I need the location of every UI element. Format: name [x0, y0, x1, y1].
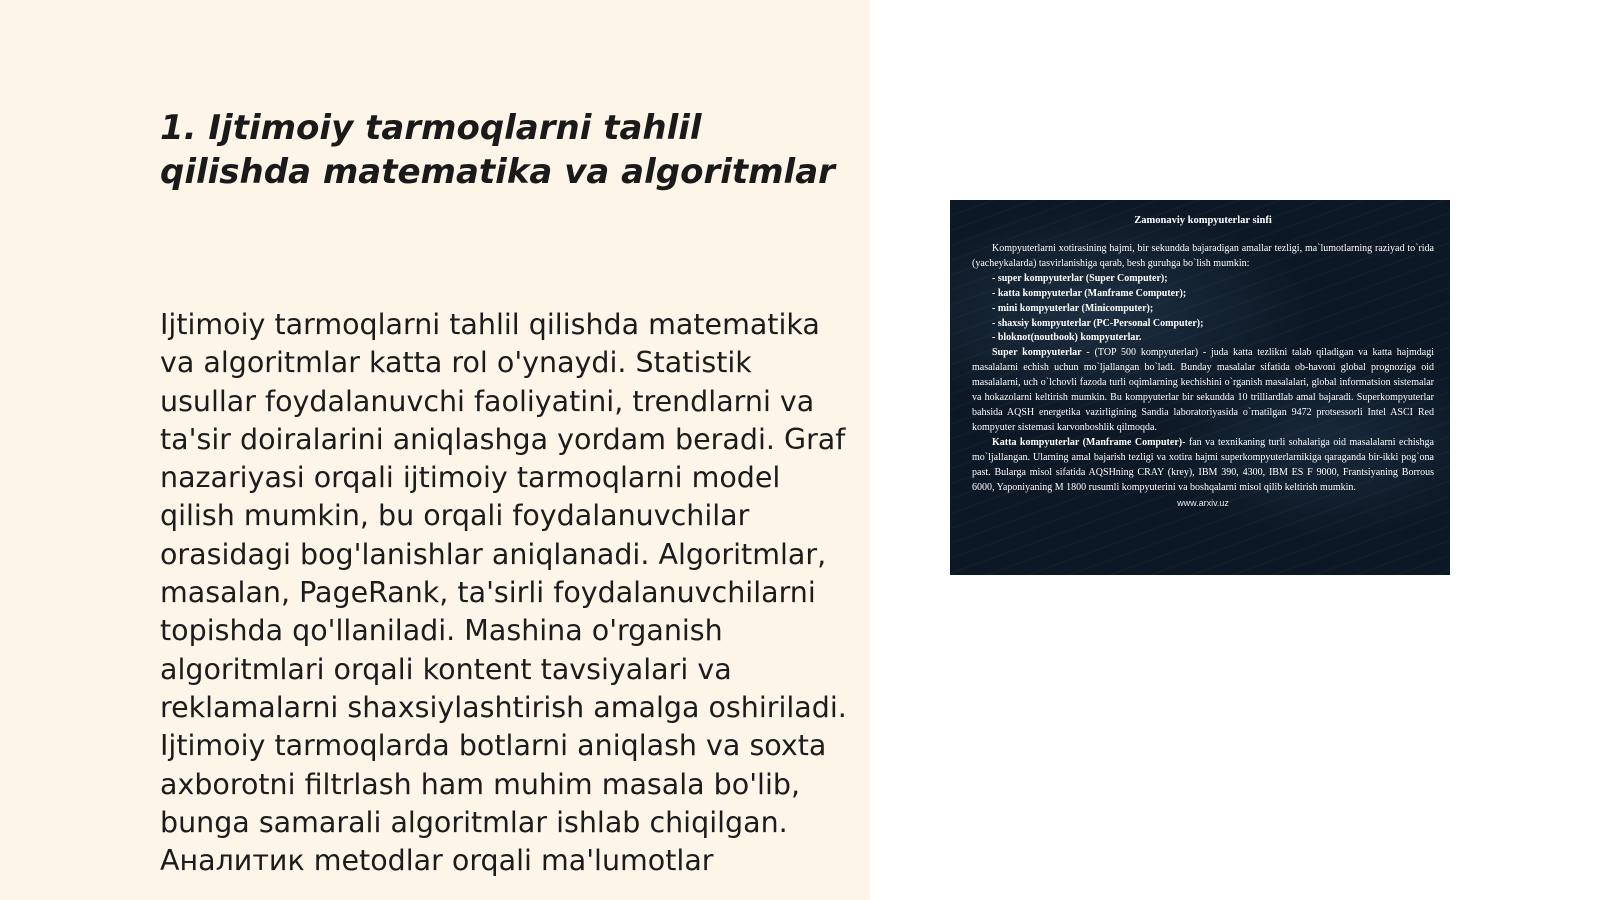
list-item: - mini kompyuterlar (Minicomputer); — [992, 302, 1154, 314]
image-footer-url: www.arxiv.uz — [1177, 498, 1229, 509]
paragraph-lead: Katta kompyuterlar (Manframe Computer) — [992, 436, 1183, 448]
paragraph-text: - fan va texnikaning turli sohalariga oid masalalarni echishga mo`ljallangan. Ularning amal bajarish tezligi va xotira hajmi superkompyuterlarnikiga qaraganda bir-ikki pog`ona past. Bularga misol sifatida AQSHning CRAY (krey), IBM 390, 4300, IBM ES F 9000, Frantsiyaning Borrous 6000, Yaponiyaning M 1800 rusumli kompyuterini va boshqalarni misol qilib keltirish mumkin. — [972, 436, 1434, 493]
image-intro-paragraph: Kompyuterlarni xotirasining hajmi, bir sekundda bajaradigan amallar tezligi, ma`lumotlarning raziyad to`rida (yacheykalarda) tasvirlanishiga qarab, besh guruhga bo`lish mumkin: — [972, 243, 1434, 269]
paragraph-text: - (TOP 500 kompyuterlar) - juda katta tezlikni talab qiladigan va katta hajmdagi masalalarni echish uchun mo`ljallangan bo`ladi. Bunday masalalar sifatida ob-havoni global prognoziga oid masalalarni, uch o`lchovli fazoda turli oqimlarning kechishini o`rganish masalalari, global informatsion sistemalar va hokazolarni keltirish mumkin. Bu kompyuterlar bir sekundda 10 trilliardlab amal bajaradi. Superkompyuterlar bahsida AQSH energetika vazirligining Sandia laboratoriyasida o`rnatilgan 9472 protsessorli Intel ASCI Red kompyuter sistemasi karvonboshlik qilmoqda. — [972, 347, 1434, 433]
list-item: - katta kompyuterlar (Manframe Computer); — [992, 287, 1187, 299]
list-item: - super kompyuterlar (Super Computer); — [992, 272, 1168, 284]
computer-class-list — [972, 272, 1434, 347]
slide-body-text: Ijtimoiy tarmoqlarni tahlil qilishda matematika va algoritmlar katta rol o'ynaydi. Statistik usullar foydalanuvchi faoliyatini, trendlarni va ta'sir doiralarini aniqlashga yordam beradi. Graf nazariyasi orqali ijtimoiy tarmoqlarni model qilish mumkin, bu orqali foydalanuvchilar orasidagi bog'lanishlar aniqlanadi. Algoritmlar, masalan, PageRank, ta'sirli foydalanuvchilarni topishda qo'llaniladi. Mashina o'rganish algoritmlari orqali kontent tavsiyalari va reklamalarni shaxsiylashtirish amalga oshiriladi. Ijtimoiy tarmoqlarda botlarni aniqlash va soxta axborotni filtrlash ham muhim masala bo'lib, bunga samarali algoritmlar ishlab chiqilgan. Аналитик metodlar orqali ma'lumotlar — [160, 308, 847, 878]
list-item: - shaxsiy kompyuterlar (PC-Personal Computer); — [992, 317, 1204, 329]
slide-title: 1. Ijtimoiy tarmoqlarni tahlil qilishda matematika va algoritmlar — [160, 108, 835, 192]
paragraph-lead: Super kompyuterlar — [992, 347, 1082, 359]
mainframe-paragraph — [972, 436, 1434, 496]
super-computer-paragraph — [972, 346, 1434, 435]
image-heading: Zamonaviy kompyuterlar sinfi — [1134, 215, 1272, 226]
list-item: - bloknot(noutbook) kompyuterlar. — [992, 332, 1142, 344]
document-image — [950, 200, 1450, 575]
